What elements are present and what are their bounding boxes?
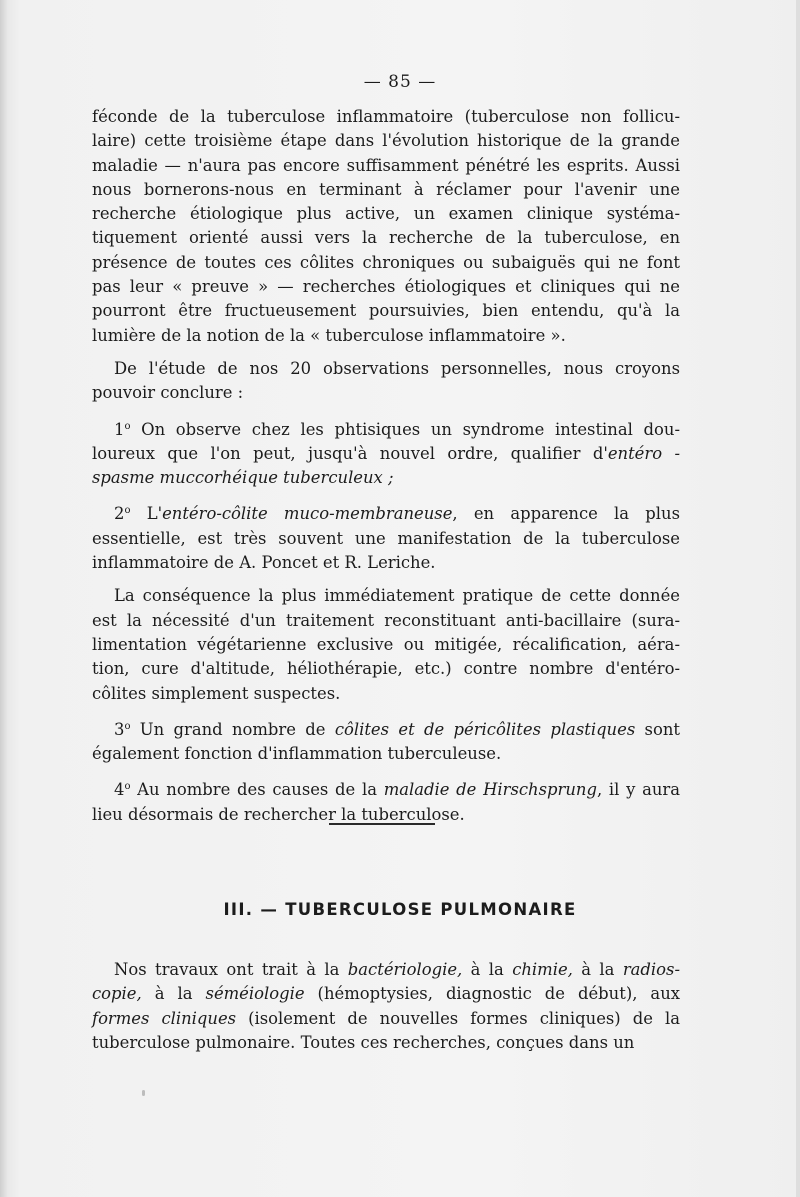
italic-term: séméiologie [205, 984, 305, 1004]
italic-term: entéro-côlite muco-membraneuse [162, 504, 453, 524]
text-line: présence de toutes ces côlites chroniques ou subaiguës qui ne [92, 252, 639, 272]
text-line: tiquement orienté aussi vers la recherche de la tuberculose, en [92, 228, 680, 248]
text-line: qu'à la lumière de la notion de la « tuberculose inflammatoire ». [92, 301, 680, 345]
italic-term: entéro - [607, 443, 680, 463]
item-ordinal: o [124, 420, 131, 432]
italic-term: chimie, [512, 960, 573, 979]
paragraph-conclusion-intro [92, 105, 680, 348]
page-edge [796, 0, 800, 1197]
paragraph-pulmonary [92, 958, 680, 1055]
text-line: inflammatoire de A. Poncet et R. Leriche. [92, 553, 436, 573]
italic-term: copie, [92, 984, 142, 1004]
text-line: laire) cette troisième étape dans l'évolution historique de la grande [92, 131, 680, 151]
text-line: La conséquence la plus immédiatement pratique de cette donnée [114, 586, 680, 606]
item-ordinal: o [124, 505, 131, 517]
text-line: Un grand nombre de [130, 719, 335, 739]
italic-term: maladie de Hirschsprung [383, 780, 597, 800]
italic-term: bactériologie, [347, 960, 463, 979]
section-divider [329, 823, 435, 825]
page-number: — 85 — [363, 72, 437, 92]
text-line: De l'étude de nos 20 observations personnelles, nous croyons [114, 358, 680, 378]
text-line: à la [141, 984, 206, 1004]
text-line: tion, cure d'altitude, héliothérapie, etc.) contre nombre d'entéro- [92, 659, 680, 679]
text-line: Nos travaux ont trait à la [114, 960, 348, 979]
text-line: une recherche étiologique plus active, un examen clinique systéma- [92, 179, 680, 224]
text-line: Aussi nous bornerons-nous en terminant à réclamer pour l'avenir [92, 155, 681, 199]
conclusion-item-3 [92, 715, 680, 767]
text-line: féconde de la tuberculose inflammatoire (tuberculose non follicu- [92, 107, 680, 126]
text-line: , il y [596, 780, 636, 800]
text-line: à la [462, 960, 513, 979]
italic-term: formes cliniques [92, 1008, 237, 1028]
text-line: aura lieu désormais de rechercher la tuberculose. [92, 780, 680, 824]
text-line: essentielle, est très souvent une manifestation de la tuberculose [92, 528, 680, 548]
italic-term: côlites et de péricôlites plastiques [334, 719, 636, 739]
text-line: (isolement de nouvelles formes cliniques) de la [236, 1008, 680, 1028]
text-line: loureux que l'on peut, jusqu'à nouvel ordre, qualifier d' [92, 443, 608, 463]
conclusion-item-1 [92, 415, 680, 491]
text-line: à la [572, 960, 623, 979]
item-ordinal: o [124, 781, 131, 793]
text-line: tuberculose pulmonaire. Toutes ces recherches, conçues dans un [92, 1032, 635, 1052]
text-line: sont [635, 719, 680, 739]
text-line: , en apparence la plus [452, 504, 680, 524]
text-line: maladie — n'aura pas encore suffisamment pénétré les esprits. [92, 155, 629, 175]
item-number: 4 [114, 780, 125, 800]
text-line: L' [130, 504, 163, 524]
text-line: (hémoptysies, diagnostic de début), aux [304, 984, 681, 1004]
section-title: III. — TUBERCULOSE PULMONAIRE [223, 900, 577, 919]
conclusion-item-2 [92, 499, 680, 575]
text-block-lower [92, 958, 680, 1055]
item-number: 1 [114, 419, 125, 439]
text-line: qui ne pourront être fructueusement poursuivies, bien entendu, [92, 277, 680, 321]
text-line: On observe chez les phtisiques un syndrome intestinal dou- [130, 419, 680, 439]
text-line: côlites simplement suspectes. [92, 683, 341, 703]
conclusion-item-4 [92, 775, 680, 827]
text-line: Au nombre des causes de la [130, 780, 384, 800]
paragraph-consequence [92, 584, 680, 705]
text-line: est la nécessité d'un traitement reconstituant anti-bacillaire (sura- [92, 610, 680, 630]
text-end: ; [382, 468, 394, 488]
text-line: également fonction d'inflammation tuberculeuse. [92, 744, 502, 764]
text-line: font pas leur « preuve » — recherches étiologiques et cliniques [92, 252, 680, 297]
text-block-upper [92, 105, 680, 827]
paragraph-observations [92, 357, 680, 406]
paper-speck [142, 1090, 145, 1096]
italic-term: radios- [622, 960, 680, 979]
italic-term: spasme muccorhéique tuberculeux [92, 468, 383, 488]
text-line: pouvoir conclure : [92, 383, 244, 403]
item-number: 2 [114, 504, 125, 524]
item-number: 3 [114, 719, 125, 739]
item-ordinal: o [124, 720, 131, 732]
text-line: limentation végétarienne exclusive ou mitigée, récalification, aéra- [92, 634, 680, 654]
